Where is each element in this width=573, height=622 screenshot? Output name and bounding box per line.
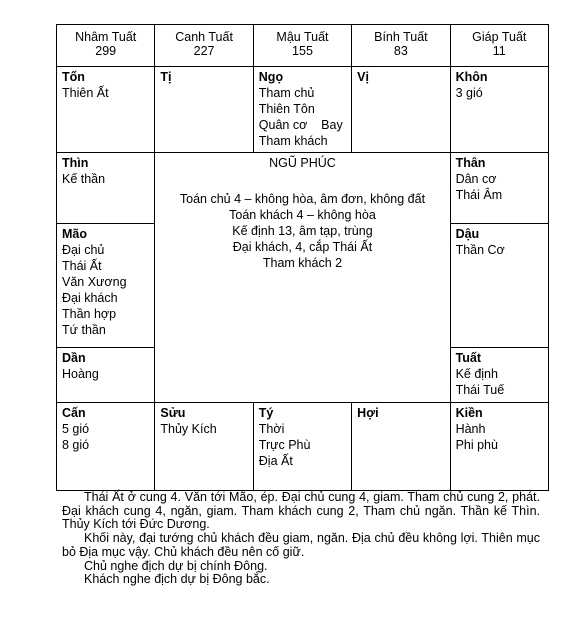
palace-title: Thân (455, 156, 486, 170)
header-value: 83 (393, 44, 408, 58)
palace-dan (57, 348, 155, 403)
palace-entry: Thời (258, 422, 285, 436)
palace-thin (57, 153, 155, 224)
palace-entry: Đại chủ (62, 243, 105, 257)
center-line: Đại khách, 4, cắp Thái Ất (232, 240, 373, 254)
header-name: Nhâm Tuất (75, 30, 137, 44)
header-name: Giáp Tuất (472, 30, 527, 44)
palace-title: Tốn (62, 70, 85, 84)
palace-title: Hợi (357, 406, 379, 420)
palace-title: Cấn (62, 406, 86, 420)
palace-entry: Địa Ất (258, 454, 293, 468)
note-paragraph: Khách nghe địch dự bị Đông bắc. (84, 572, 270, 587)
palace-entry: Tham khách (258, 134, 328, 148)
palace-than (450, 153, 548, 224)
header-value: 11 (492, 44, 506, 58)
palace-title: Dậu (455, 227, 480, 241)
commentary-text (62, 491, 540, 587)
palace-title: Thìn (62, 156, 89, 170)
header-cell-binh-tuat (352, 25, 450, 67)
center-line: Toán chủ 4 – không hòa, âm đơn, không đất (179, 192, 426, 206)
palace-vi (352, 67, 450, 153)
header-cell-giap-tuat (450, 25, 548, 67)
palace-can (57, 403, 155, 491)
palace-entry: Thái Âm (455, 188, 503, 202)
note-paragraph: Thái Ất ở cung 4. Văn tới Mão, ép. Đại chủ cung 4, giam. Tham chủ cung 2, phát. Đại khách cung 4, ngăn, giam. Tham khách cung 2, Tham chủ ngăn. Thần kế Thìn. Thủy Kích tới Đức Dương. (62, 490, 540, 532)
palace-entry: Thủy Kích (160, 422, 217, 436)
palace-suu (155, 403, 253, 491)
palace-entry: Dân cơ (455, 172, 497, 186)
palace-title: Dần (62, 351, 86, 365)
palace-title: Kiền (455, 406, 483, 420)
palace-entry: 5 gió (62, 422, 90, 436)
header-cell-mau-tuat (253, 25, 351, 67)
palace-dau (450, 224, 548, 348)
center-line: Kế định 13, âm tạp, trùng (232, 224, 373, 238)
header-value: 227 (193, 44, 215, 58)
note-paragraph: Chủ nghe địch dự bị chính Đông. (84, 558, 268, 573)
palace-mao (57, 224, 155, 348)
palace-entry: 3 gió (455, 86, 483, 100)
palace-entry: Tham chủ (258, 86, 315, 100)
palace-kien (450, 403, 548, 491)
center-line: Tham khách 2 (262, 256, 343, 270)
palace-entry: Phi phù (455, 438, 498, 452)
palace-title: Tị (160, 70, 172, 84)
palace-table (56, 24, 549, 491)
header-name: Canh Tuất (175, 30, 233, 44)
palace-grid (56, 24, 549, 490)
palace-ti (155, 67, 253, 153)
header-name: Bính Tuất (374, 30, 428, 44)
palace-entry: Hành (455, 422, 486, 436)
palace-entry: Trực Phù (258, 438, 311, 452)
header-value: 299 (95, 44, 117, 58)
palace-title: Khôn (455, 70, 488, 84)
palace-entry: Thiên Tôn (258, 102, 315, 116)
palace-entry: Quân cơ Bay (258, 118, 343, 132)
palace-entry: Thái Ất (62, 259, 102, 273)
header-value: 155 (292, 44, 313, 58)
palace-entry: Đại khách (62, 291, 118, 305)
palace-tuat (450, 348, 548, 403)
palace-entry: Kế thần (62, 172, 106, 186)
palace-entry: Kế định (455, 367, 498, 381)
note-paragraph: Khối này, đại tướng chủ khách đều giam, ngăn. Địa chủ đều không lợi. Thiên mục bỏ Địa mục vậy. Chủ khách đều nên cố giữ. (62, 531, 540, 559)
palace-entry: Thần Cơ (455, 243, 505, 257)
center-panel (155, 153, 450, 403)
palace-khon (450, 67, 548, 153)
header-cell-canh-tuat (155, 25, 253, 67)
palace-entry: Hoàng (62, 367, 99, 381)
palace-entry: Thái Tuế (455, 383, 505, 397)
palace-title: Sửu (160, 406, 186, 420)
palace-entry: 8 gió (62, 438, 90, 452)
palace-hoi (352, 403, 450, 491)
palace-ngo (253, 67, 351, 153)
palace-entry: Văn Xương (62, 275, 127, 289)
palace-title: Tuất (455, 351, 482, 365)
palace-title: Ngọ (258, 70, 284, 84)
palace-entry: Thiên Ất (62, 86, 109, 100)
palace-ty (253, 403, 351, 491)
center-line: Toán khách 4 – không hòa (229, 208, 376, 222)
palace-entry: Thần hợp (62, 307, 117, 321)
header-name: Mậu Tuất (276, 30, 329, 44)
palace-title: Vị (357, 70, 369, 84)
header-cell-nham-tuat (57, 25, 155, 67)
palace-title: Mão (62, 227, 87, 241)
palace-ton (57, 67, 155, 153)
palace-title: Tý (258, 406, 274, 420)
center-title: NGŨ PHÚC (269, 156, 336, 170)
palace-entry: Tứ thần (62, 323, 106, 337)
